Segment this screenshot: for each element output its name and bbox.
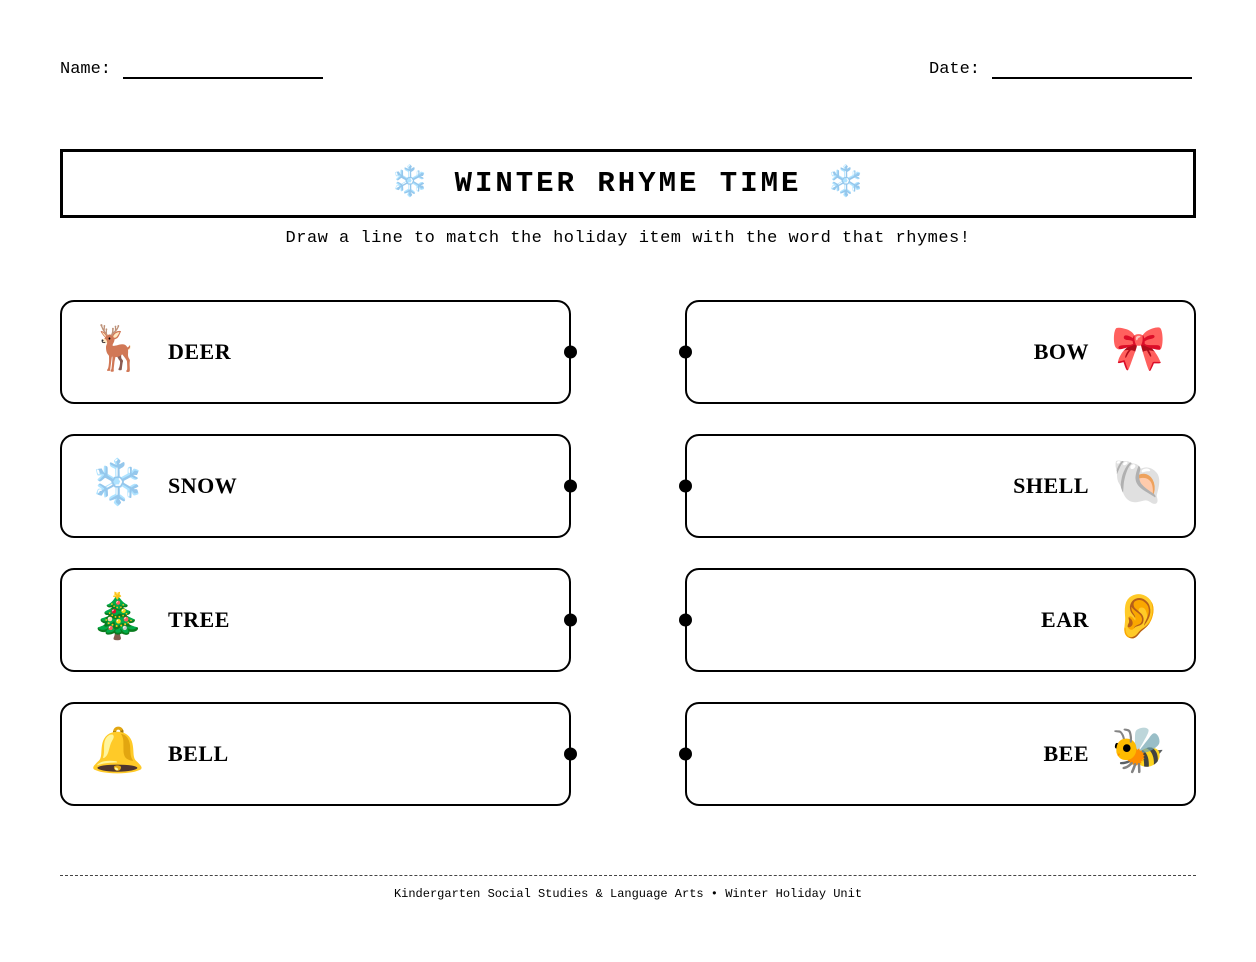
connector-dot[interactable] (679, 480, 692, 493)
connector-dot[interactable] (564, 614, 577, 627)
match-card-right-bow (685, 300, 1196, 404)
christmas-tree-icon: 🎄 (90, 595, 145, 645)
word-label: TREE (168, 607, 230, 632)
bee-icon: 🐝 (1111, 729, 1166, 779)
word-label: DEER (168, 339, 232, 364)
ribbon-bow-icon: 🎀 (1111, 327, 1166, 377)
snowflake-icon: ❄️ (827, 166, 865, 201)
date-field (929, 60, 1192, 79)
footer-divider (60, 875, 1196, 876)
word-label: EAR (1041, 607, 1089, 632)
footer-text: Kindergarten Social Studies & Language Arts • Winter Holiday Unit (393, 887, 863, 901)
word-label: BOW (1033, 339, 1089, 364)
name-label: Name: (60, 60, 112, 79)
date-label: Date: (929, 60, 981, 79)
instructions: Draw a line to match the holiday item with the word that rhymes! (285, 229, 971, 248)
match-card-left-tree (60, 568, 571, 672)
name-blank-line[interactable] (123, 63, 323, 79)
connector-dot[interactable] (679, 748, 692, 761)
connector-dot[interactable] (564, 346, 577, 359)
match-card-right-bee (685, 702, 1196, 806)
connector-dot[interactable] (564, 748, 577, 761)
deer-icon: 🦌 (90, 327, 145, 377)
snowflake-icon: ❄️ (90, 461, 145, 511)
date-blank-line[interactable] (992, 63, 1192, 79)
title-box (60, 149, 1196, 218)
snowflake-icon: ❄️ (391, 166, 429, 201)
connector-dot[interactable] (564, 480, 577, 493)
connector-dot[interactable] (679, 614, 692, 627)
bell-icon: 🔔 (90, 729, 145, 779)
shell-icon: 🐚 (1111, 461, 1166, 511)
word-label: BELL (168, 741, 229, 766)
ear-icon: 👂 (1111, 595, 1166, 645)
name-field (60, 60, 323, 79)
match-card-right-ear (685, 568, 1196, 672)
word-label: BEE (1043, 741, 1089, 766)
match-card-left-snow (60, 434, 571, 538)
connector-dot[interactable] (679, 346, 692, 359)
word-label: SNOW (168, 473, 238, 498)
match-card-left-bell (60, 702, 571, 806)
match-card-right-shell (685, 434, 1196, 538)
match-card-left-deer (60, 300, 571, 404)
page-title: WINTER RHYME TIME (454, 167, 802, 200)
word-label: SHELL (1013, 473, 1089, 498)
